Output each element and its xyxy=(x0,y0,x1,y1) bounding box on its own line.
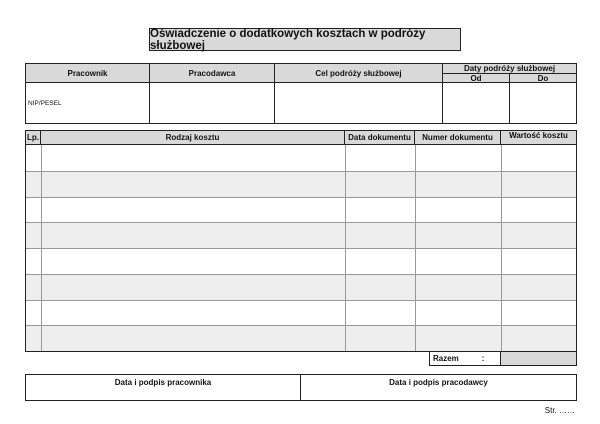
employee-field[interactable] xyxy=(26,83,150,123)
column-divider xyxy=(415,275,416,300)
document-title xyxy=(149,28,461,51)
column-divider xyxy=(345,249,346,274)
table-row[interactable] xyxy=(26,274,576,300)
header-lp-label: Lp. xyxy=(27,133,39,142)
table-row[interactable] xyxy=(26,145,576,171)
header-cost-value xyxy=(501,131,576,145)
employee-signature-field[interactable] xyxy=(26,375,301,400)
employer-signature-label: Data i podpis pracodawcy xyxy=(389,378,488,387)
header-date-from xyxy=(443,74,510,83)
header-employee xyxy=(26,64,150,83)
table-row[interactable] xyxy=(26,222,576,248)
date-from-field[interactable] xyxy=(443,83,510,123)
header-doc-number-label: Numer dokumentu xyxy=(422,133,493,142)
column-divider xyxy=(41,198,42,223)
column-divider xyxy=(345,275,346,300)
column-divider xyxy=(501,249,502,274)
column-divider xyxy=(501,275,502,300)
header-doc-date-label: Data dokumentu xyxy=(348,133,411,142)
header-employer-label: Pracodawca xyxy=(188,68,236,78)
column-divider xyxy=(501,198,502,223)
traveler-info-table xyxy=(25,63,577,124)
employee-signature-label: Data i podpis pracownika xyxy=(114,378,212,387)
column-divider xyxy=(41,249,42,274)
cost-table xyxy=(25,130,577,352)
column-divider xyxy=(501,223,502,248)
header-date-to xyxy=(510,74,576,83)
signature-box xyxy=(25,374,577,401)
table-row[interactable] xyxy=(26,197,576,223)
column-divider xyxy=(415,249,416,274)
header-date-from-label: Od xyxy=(470,73,482,83)
header-lp xyxy=(26,131,41,145)
employer-signature-field[interactable] xyxy=(301,375,576,400)
total-row xyxy=(429,351,577,366)
column-divider xyxy=(41,301,42,326)
column-divider xyxy=(345,223,346,248)
column-divider xyxy=(415,301,416,326)
column-divider xyxy=(41,145,42,171)
table-row[interactable] xyxy=(26,248,576,274)
header-date-to-label: Do xyxy=(537,73,549,83)
header-purpose-label: Cel podróży służbowej xyxy=(315,68,402,78)
date-to-field[interactable] xyxy=(510,83,576,123)
employer-field[interactable] xyxy=(150,83,275,123)
table-row[interactable] xyxy=(26,325,576,351)
header-dates xyxy=(443,64,576,74)
column-divider xyxy=(345,198,346,223)
column-divider xyxy=(41,223,42,248)
header-cost-type-label: Rodzaj kosztu xyxy=(165,133,220,142)
page-number: Str. …… xyxy=(544,406,575,415)
document-title-text: Oświadczenie o dodatkowych kosztach w podróży służbowej xyxy=(150,27,426,52)
header-doc-number xyxy=(415,131,501,145)
column-divider xyxy=(415,326,416,351)
column-divider xyxy=(41,326,42,351)
table-row[interactable] xyxy=(26,300,576,326)
column-divider xyxy=(41,172,42,197)
column-divider xyxy=(41,275,42,300)
header-employer xyxy=(150,64,275,83)
total-label xyxy=(430,352,501,365)
table-row[interactable] xyxy=(26,171,576,197)
purpose-field[interactable] xyxy=(275,83,443,123)
header-employee-label: Pracownik xyxy=(67,68,108,78)
nip-pesel-label: NIP/PESEL xyxy=(28,99,62,107)
column-divider xyxy=(501,301,502,326)
header-cost-type xyxy=(41,131,345,145)
column-divider xyxy=(345,326,346,351)
column-divider xyxy=(415,198,416,223)
total-value-field[interactable] xyxy=(501,352,576,365)
total-separator: : xyxy=(481,354,485,363)
column-divider xyxy=(345,145,346,171)
total-label-text: Razem xyxy=(433,354,459,363)
column-divider xyxy=(501,172,502,197)
header-cost-value-label: Wartość kosztu xyxy=(509,131,568,140)
column-divider xyxy=(345,172,346,197)
header-dates-label: Daty podróży służbowej xyxy=(463,64,556,73)
header-purpose xyxy=(275,64,443,83)
column-divider xyxy=(415,145,416,171)
header-doc-date xyxy=(345,131,415,145)
column-divider xyxy=(345,301,346,326)
column-divider xyxy=(501,326,502,351)
column-divider xyxy=(415,223,416,248)
column-divider xyxy=(501,145,502,171)
column-divider xyxy=(415,172,416,197)
